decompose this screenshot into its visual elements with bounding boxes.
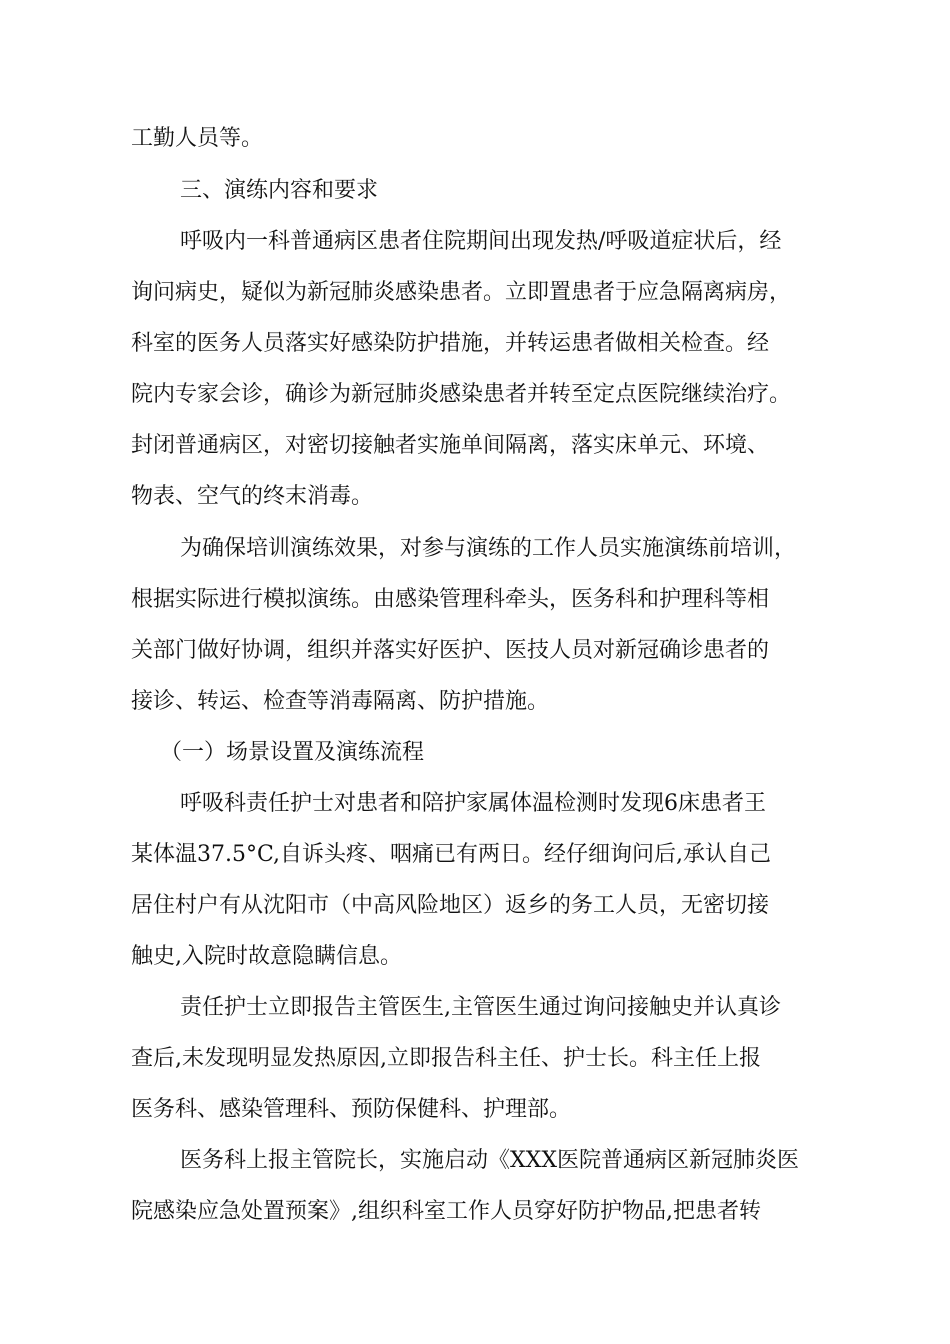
- text-line: 责任护士立即报告主管医生,主管医生通过询问接触史并认真诊: [180, 995, 781, 1020]
- text-line: 院感染应急处置预案》,组织科室工作人员穿好防护物品,把患者转: [131, 1199, 761, 1224]
- text-line: 科室的医务人员落实好感染防护措施，并转运患者做相关检查。经: [131, 331, 770, 356]
- text-line: 查后,未发现明显发热原因,立即报告科主任、护士长。科主任上报: [131, 1046, 761, 1071]
- text-line: 询问病史，疑似为新冠肺炎感染患者。立即置患者于应急隔离病房，: [131, 280, 792, 305]
- text-line: 呼吸内一科普通病区患者住院期间出现发热/呼吸道症状后，经: [180, 229, 782, 254]
- text-line: 触史,入院时故意隐瞒信息。: [131, 944, 402, 969]
- text-line: 某体温37.5°C,自诉头疼、咽痛已有两日。经仔细询问后,承认自己: [131, 842, 772, 867]
- text-line: 封闭普通病区，对密切接触者实施单间隔离，落实床单元、环境、: [131, 433, 770, 458]
- text-line: 呼吸科责任护士对患者和陪护家属体温检测时发现6床患者王: [180, 791, 766, 816]
- subsection-heading: （一）场景设置及演练流程: [160, 740, 425, 765]
- text-line: 医务科上报主管院长，实施启动《XXX医院普通病区新冠肺炎医: [180, 1148, 799, 1173]
- text-line: 为确保培训演练效果，对参与演练的工作人员实施演练前培训，: [180, 536, 797, 561]
- text-line: 居住村户有从沈阳市（中高风险地区）返乡的务工人员，无密切接: [131, 893, 770, 918]
- text-line: 医务科、感染管理科、预防保健科、护理部。: [131, 1097, 572, 1122]
- section-heading: 三、演练内容和要求: [180, 178, 379, 203]
- text-line: 关部门做好协调，组织并落实好医护、医技人员对新冠确诊患者的: [131, 638, 770, 663]
- text-line: 接诊、转运、检查等消毒隔离、防护措施。: [131, 689, 550, 714]
- text-line: 工勤人员等。: [131, 126, 264, 151]
- text-line: 根据实际进行模拟演练。由感染管理科牵头，医务科和护理科等相: [131, 587, 770, 612]
- text-line: 物表、空气的终末消毒。: [131, 484, 374, 509]
- text-line: 院内专家会诊，确诊为新冠肺炎感染患者并转至定点医院继续治疗。: [131, 382, 792, 407]
